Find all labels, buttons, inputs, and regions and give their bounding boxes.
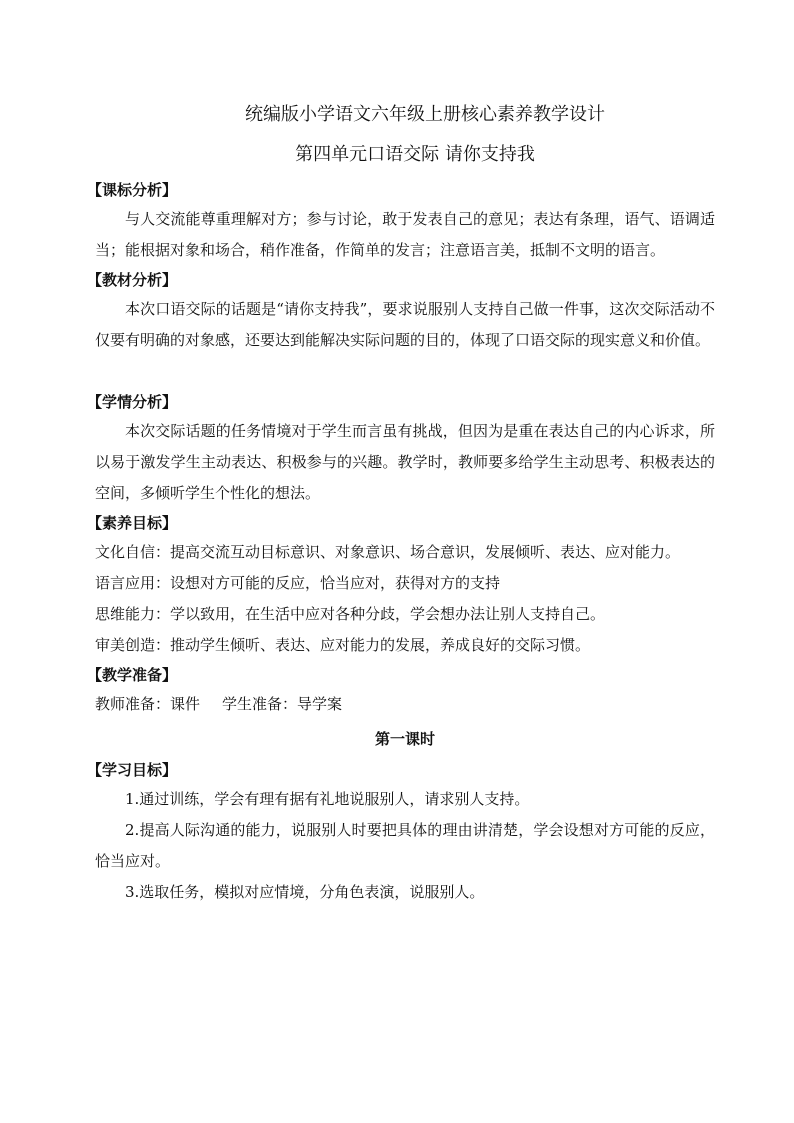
objective-item: 3.选取任务，模拟对应情境，分角色表演，说服别人。 bbox=[125, 883, 485, 901]
section-heading-curriculum: 【课标分析】 bbox=[87, 181, 178, 199]
section-heading-students: 【学情分析】 bbox=[87, 393, 178, 411]
objective-item: 2.提高人际沟通的能力，说服别人时要把具体的理由讲清楚，学会设想对方可能的反应，恰当应对。 bbox=[95, 821, 715, 870]
goal-item: 思维能力：学以致用，在生活中应对各种分歧，学会想办法让别人支持自己。 bbox=[95, 605, 606, 623]
section-heading-prep: 【教学准备】 bbox=[87, 666, 178, 684]
prep-line bbox=[95, 689, 715, 720]
lesson-heading: 第一课时 bbox=[374, 730, 435, 748]
goal-item: 文化自信：提高交流互动目标意识、对象意识、场合意识，发展倾听、表达、应对能力。 bbox=[95, 543, 681, 561]
teacher-prep: 教师准备：课件 bbox=[95, 695, 201, 713]
goal-item: 审美创造：推动学生倾听、表达、应对能力的发展，养成良好的交际习惯。 bbox=[95, 636, 591, 654]
goal-item: 语言应用：设想对方可能的反应，恰当应对，获得对方的支持 bbox=[95, 574, 501, 592]
document-title: 统编版小学语文六年级上册核心素养教学设计 bbox=[245, 104, 605, 125]
section-text-students: 本次交际话题的任务情境对于学生而言虽有挑战，但因为是重在表达自己的内心诉求，所以易于激发学生主动表达、积极参与的兴趣。教学时，教师要多给学生主动思考、积极表达的空间，多倾听学生个性化的想法。 bbox=[95, 422, 715, 502]
section-text-curriculum: 与人交流能尊重理解对方；参与讨论，敢于发表自己的意见；表达有条理，语气、语调适当；能根据对象和场合，稍作准备，作简单的发言；注意语言美，抵制不文明的语言。 bbox=[95, 210, 715, 259]
student-prep: 学生准备：导学案 bbox=[222, 695, 343, 713]
section-heading-textbook: 【教材分析】 bbox=[87, 271, 178, 289]
objective-item: 1.通过训练，学会有理有据有礼地说服别人，请求别人支持。 bbox=[125, 790, 530, 808]
section-heading-goals: 【素养目标】 bbox=[87, 514, 178, 532]
section-heading-objectives: 【学习目标】 bbox=[87, 761, 178, 779]
blank-line bbox=[95, 356, 715, 388]
document-body bbox=[87, 100, 715, 908]
section-text-textbook: 本次口语交际的话题是“请你支持我”，要求说服别人支持自己做一件事，这次交际活动不仅要有明确的对象感，还要达到能解决实际问题的目的，体现了口语交际的现实意义和价值。 bbox=[95, 300, 715, 349]
document-subtitle: 第四单元口语交际 请你支持我 bbox=[295, 144, 535, 165]
